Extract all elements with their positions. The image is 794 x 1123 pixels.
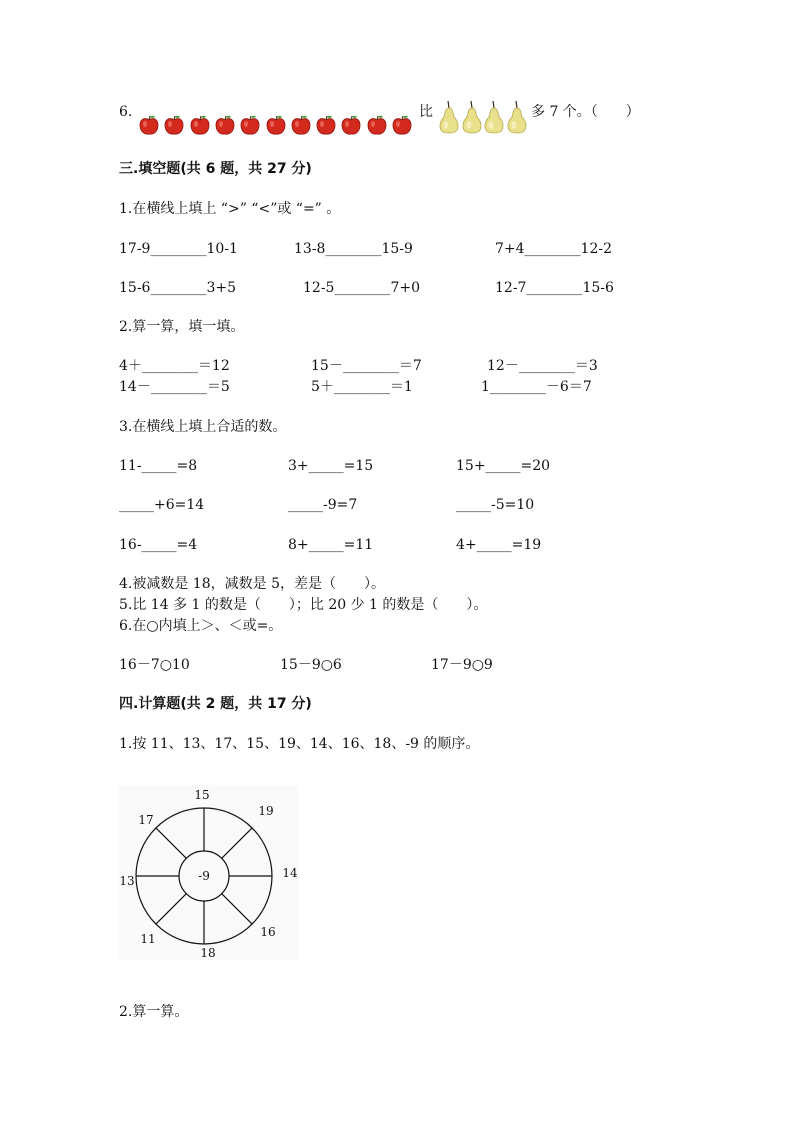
apple-icon (138, 114, 160, 140)
s3-p3-item: 3+_____=15 (288, 458, 374, 474)
wheel-label-right: 14 (282, 866, 298, 880)
pear-icon (437, 100, 461, 140)
s3-p3-item: _____-5=10 (456, 497, 535, 513)
apple-icon (391, 114, 413, 140)
wheel-label-bottom-left: 11 (140, 932, 156, 946)
s3-p4: 4.被减数是 18，减数是 5，差是（ ）。 (119, 576, 385, 592)
q6-number: 6. (119, 104, 133, 120)
s3-p3-item: 15+_____=20 (456, 458, 551, 474)
section3-title: 三.填空题(共 6 题，共 27 分) (119, 161, 312, 177)
s3-p6-item: 17－9○9 (431, 657, 493, 673)
wheel-label-bottom-right: 16 (260, 925, 276, 939)
apple-icon (265, 114, 287, 140)
s3-p3-item: _____+6=14 (119, 497, 205, 513)
s3-p2-stem: 2.算一算，填一填。 (119, 319, 245, 335)
apple-icon (189, 114, 211, 140)
s4-p1-stem: 1.按 11、13、17、15、19、14、16、18、-9 的顺序。 (119, 736, 480, 752)
pear-icon (482, 100, 506, 140)
s3-p2-item: 5＋________＝1 (311, 379, 413, 395)
s3-p6-item: 16－7○10 (119, 657, 190, 673)
s3-p2-item: 1________－6＝7 (481, 379, 592, 395)
s3-p1-item: 15-6________3+5 (119, 280, 236, 296)
s3-p3-stem: 3.在横线上填上合适的数。 (119, 419, 287, 435)
pear-icon (460, 100, 484, 140)
number-wheel-diagram (119, 785, 299, 960)
q6-bi: 比 (419, 104, 433, 120)
s3-p1-stem: 1.在横线上填上 “>” “<”或 “=” 。 (119, 201, 341, 217)
s4-p2-stem: 2.算一算。 (119, 1004, 189, 1020)
apple-icon (290, 114, 312, 140)
s3-p3-item: 11-_____=8 (119, 458, 198, 474)
s3-p1-item: 12-5________7+0 (303, 280, 420, 296)
s3-p1-item: 12-7________15-6 (495, 280, 614, 296)
s3-p2-item: 12－________＝3 (487, 358, 598, 374)
s3-p1-item: 17-9________10-1 (119, 241, 238, 257)
s3-p1-item: 13-8________15-9 (294, 241, 413, 257)
q6-tail: 多 7 个。（ ） (531, 104, 640, 120)
s3-p3-item: 16-_____=4 (119, 537, 198, 553)
wheel-label-left: 13 (119, 874, 135, 888)
s3-p2-item: 15－________＝7 (311, 358, 422, 374)
s3-p3-item: 8+_____=11 (288, 537, 374, 553)
s3-p1-item: 7+4________12-2 (495, 241, 612, 257)
wheel-center-label: -9 (198, 869, 210, 883)
apple-icon (366, 114, 388, 140)
apple-icon (340, 114, 362, 140)
section4-title: 四.计算题(共 2 题，共 17 分) (119, 696, 312, 712)
wheel-label-top-left: 17 (138, 813, 154, 827)
s3-p6-item: 15－9○6 (280, 657, 342, 673)
s3-p3-item: _____-9=7 (288, 497, 358, 513)
apple-icon (239, 114, 261, 140)
pear-icon (505, 100, 529, 140)
apple-icon (315, 114, 337, 140)
apple-icon (163, 114, 185, 140)
s3-p3-item: 4+_____=19 (456, 537, 542, 553)
wheel-label-top: 15 (194, 788, 210, 802)
s3-p2-item: 4＋________＝12 (119, 358, 230, 374)
wheel-label-top-right: 19 (258, 804, 274, 818)
wheel-label-bottom: 18 (200, 946, 216, 960)
s3-p2-item: 14－________＝5 (119, 379, 230, 395)
s3-p6-stem: 6.在○内填上＞、＜或=。 (119, 618, 283, 634)
apple-icon (214, 114, 236, 140)
s3-p5: 5.比 14 多 1 的数是（ ）；比 20 少 1 的数是（ ）。 (119, 597, 488, 613)
